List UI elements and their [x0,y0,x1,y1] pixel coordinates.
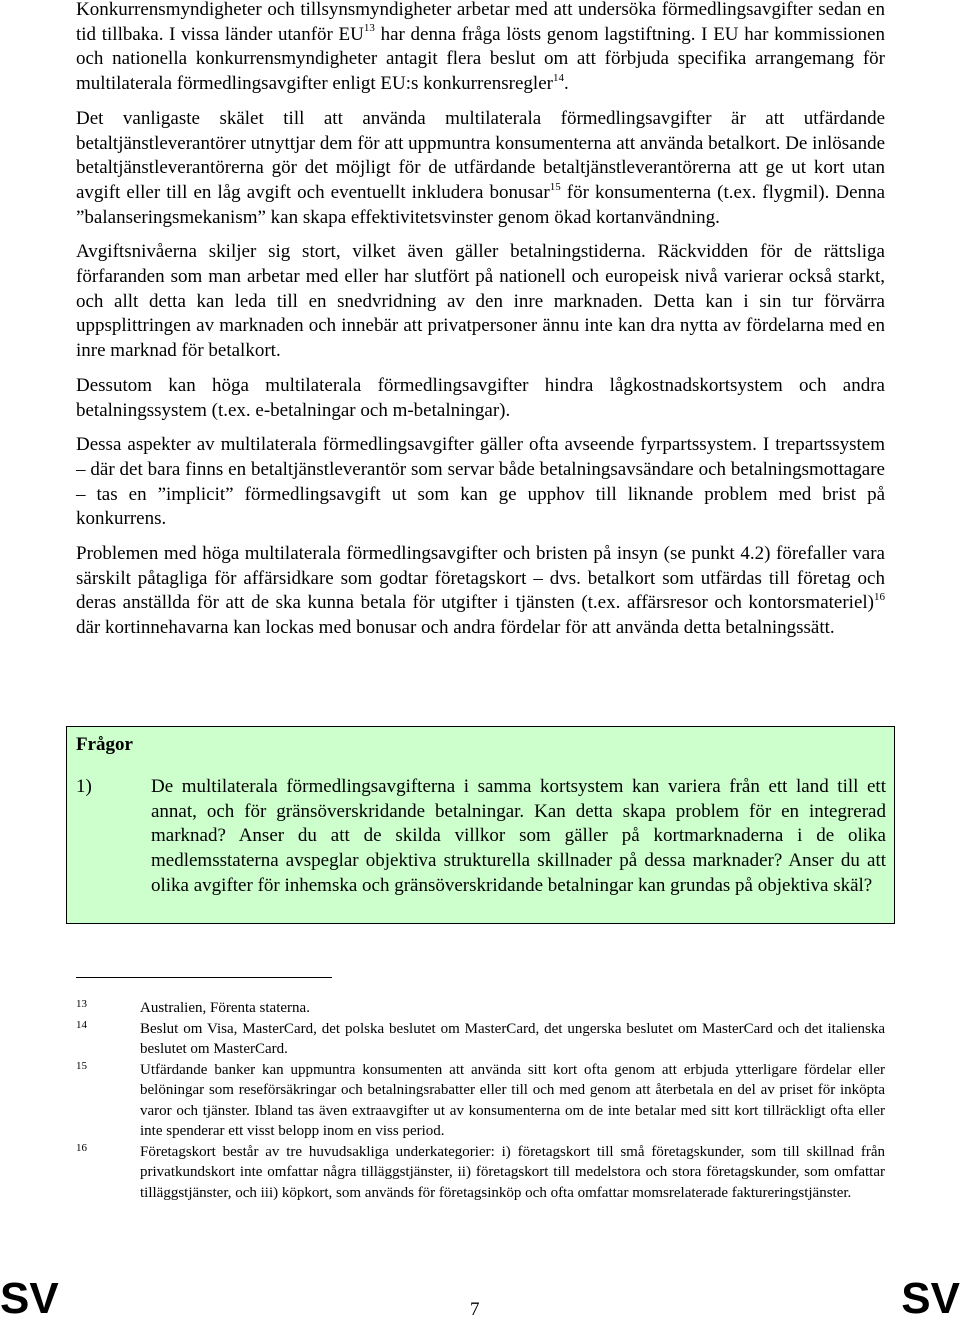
paragraph-text: har denna fråga lösts genom lagstiftning. I EU har kommissionen och nationella konkurrensmyndigheter antagit flera beslut om att förbjuda specifika arrangemang för multilaterala förmedlingsavgifter enligt EU:s konkurrensregler [76,23,885,95]
paragraph-6 [76,542,885,641]
paragraph-text: Det vanligaste skälet till att använda multilaterala förmedlingsavgifter är att utfärdande betaltjänstleverantörer utnyttjar dem för att uppmuntra konsumenterna att använda betalkort. De inlösande betaltjänstleverantörerna gör det möjligt för de utfärdande betaltjänstleverantörerna att ge ut kort utan avgift eller till en låg avgift och eventuellt inkludera bonusar [76,107,885,203]
paragraph-text: Problemen med höga multilaterala förmedlingsavgifter och bristen på insyn (se punkt 4.2) förefaller vara särskilt påtagliga för affärsidkare som godtar företagskort – dvs. betalkort som utfärdas till företag och deras anställda för att de ska kunna betala för utgifter i tjänsten (t.ex. affärsresor och kontorsmateriel) [76,543,885,614]
question-number: 1) [76,776,92,797]
footnote-ref[interactable]: 16 [874,591,885,604]
paragraph-5: Dessa aspekter av multilaterala förmedlingsavgifter gäller ofta avseende fyrpartssystem. I trepartssystem – där det bara finns en betaltjänstleverantör som servar både betalningsavsändare och betalningsmottagare – tas en ”implicit” förmedlingsavgift ut som kan ge upphov till liknande problem med brist på konkurrens. [76,434,885,530]
language-code-right: SV [901,1274,960,1323]
footnote-14 [76,1019,885,1060]
paragraph-4: Dessutom kan höga multilaterala förmedlingsavgifter hindra lågkostnadskortsystem och andra betalningssystem (t.ex. e-betalningar och m-betalningar). [76,374,885,421]
paragraph-3: Avgiftsnivåerna skiljer sig stort, vilket även gäller betalningstiderna. Räckvidden för de rättsliga förfaranden som man arbetar med eller har slutfört på nationell och europeisk nivå varierar också starkt, och allt detta kan leda till en snedvridning av den inre marknaden. Detta kan i sin tur förvärra uppsplittringen av marknaden och innebär att privatpersoner ännu inte kan dra nytta av fördelarna med en inre marknad för betalkort. [76,241,885,362]
paragraph-2 [76,107,885,231]
footnote-number: 13 [76,998,87,1010]
footnote-number: 16 [76,1141,87,1154]
questions-box [66,726,895,924]
footnote-text: Australien, Förenta staterna. [140,1000,310,1016]
footnote-number: 14 [76,1018,87,1031]
paragraph-text: Konkurrensmyndigheter och tillsynsmyndigheter arbetar med att undersöka förmedlingsavgifter sedan en tid tillbaka. I vissa länder utanför EU [76,0,885,45]
paragraph-text: . [563,73,569,95]
footnote-ref[interactable]: 14 [552,71,564,84]
page-number: 7 [470,1299,480,1320]
paragraph-text: där kortinnehavarna kan lockas med bonusar och andra fördelar för att använda detta betalningssätt. [76,617,835,639]
language-code-left: SV [0,1274,59,1323]
footnote-text: Beslut om Visa, MasterCard, det polska beslutet om MasterCard, det ungerska beslutet om MasterCard och det italienska beslutet om MasterCard. [140,1020,885,1057]
questions-heading: Frågor [76,734,133,755]
footnotes [76,998,885,1203]
footnote-16 [76,1142,885,1204]
footnote-separator [76,977,332,978]
footnote-text: Företagskort består av tre huvudsakliga underkategorier: i) företagskort till små företagskunder, som till skillnad från privatkundskort inte omfattar några tilläggstjänster, ii) företagskort till medelstora och stora företagskunder, som omfattar tilläggstjänster, och iii) köpkort, som används för företagsinköp och ofta omfattar momsrelaterade faktureringstjänster. [140,1143,885,1201]
question-text: De multilaterala förmedlingsavgifterna i samma kortsystem kan variera från ett land till ett annat, och för gränsöverskridande betalningar. Kan detta skapa problem för en integrerad marknad? Anser du att de skilda villkor som gäller på kortmarknaderna i de olika medlemsstaterna avspeglar objektiva strukturella skillnader på dessa marknader? Anser du att olika avgifter för inhemska och gränsöverskridande betalningar kan grundas på objektiva skäl? [151,776,886,896]
footnote-number: 15 [76,1059,87,1072]
footnote-ref[interactable]: 15 [549,180,561,193]
footnote-text: Utfärdande banker kan uppmuntra konsumenten att använda sitt kort ofta genom att erbjuda ytterligare fördelar eller belöningar som reseförsäkringar och betalningsrabatter eller till och med genom att återbetala en del av priset för inköpta varor och tjänster. Ibland tas även extraavgifter ut av konsumenterna om de inte betalar med sitt kort tillräckligt ofta eller inte spenderar ett visst belopp inom en viss period. [140,1061,885,1139]
body-text [76,0,885,641]
footnote-ref[interactable]: 13 [363,22,375,35]
footnote-15 [76,1060,885,1142]
paragraph-1 [76,0,885,97]
paragraph-text: för konsumenterna (t.ex. flygmil). Denna ”balanseringsmekanism” kan skapa effektivitetsvinster genom ökad kortanvändning. [76,181,885,228]
footnote-13 [76,998,885,1019]
